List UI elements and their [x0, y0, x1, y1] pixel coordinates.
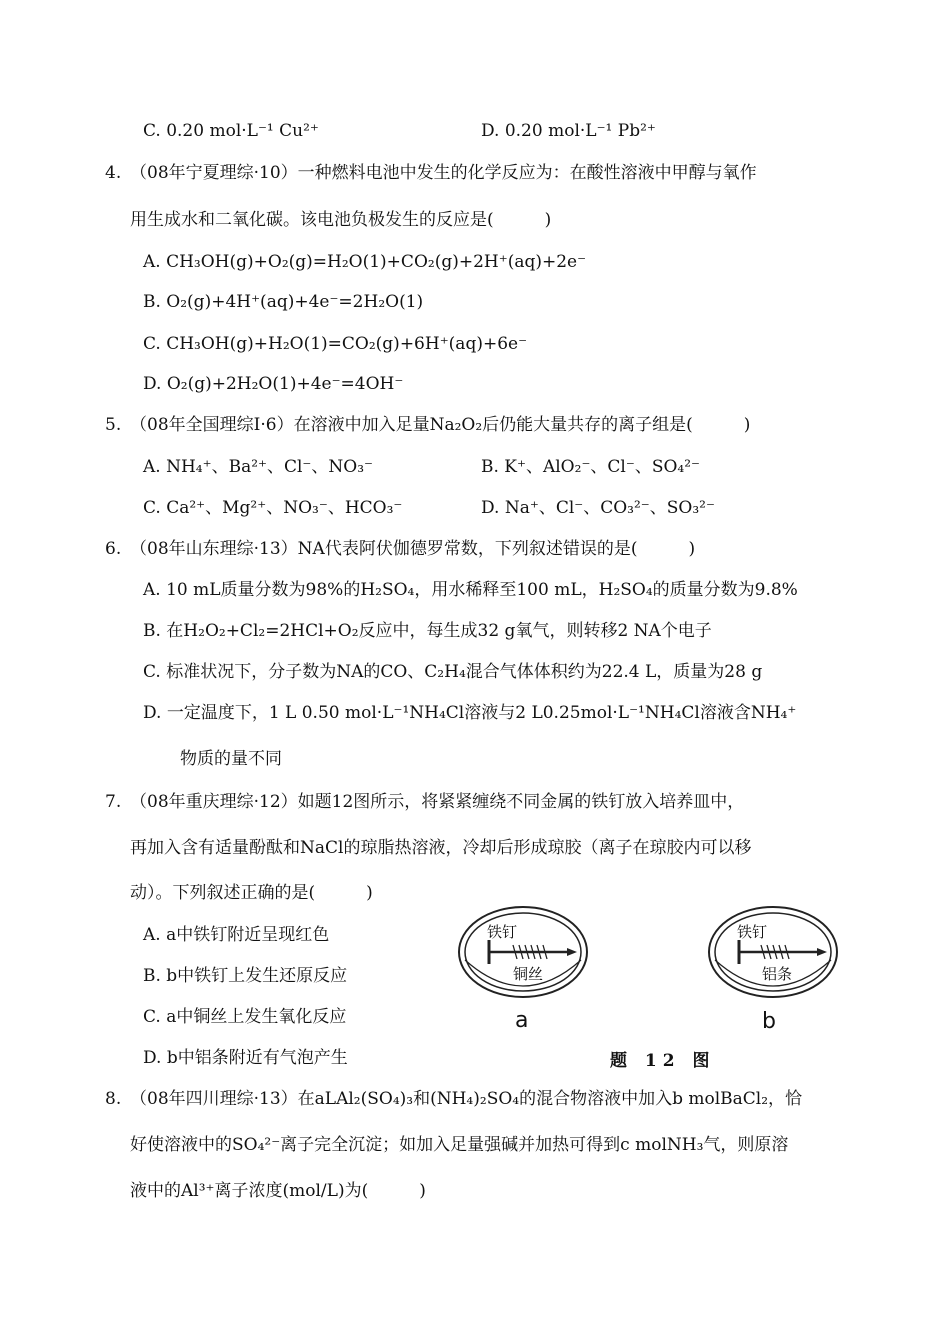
option-c: C. a中铜丝上发生氧化反应 — [143, 1007, 347, 1027]
figure-title: 题 12 图 — [610, 1051, 716, 1071]
question-stem: （08年全国理综Ⅰ·6）在溶液中加入足量Na₂O₂后仍能大量共存的离子组是( ) — [130, 415, 751, 435]
question-stem: （08年宁夏理综·10）一种燃料电池中发生的化学反应为：在酸性溶液中甲醇与氧作 — [130, 163, 757, 183]
caption-a: a — [515, 1008, 529, 1033]
caption-b: b — [762, 1009, 776, 1034]
option-c: C. Ca²⁺、Mg²⁺、NO₃⁻、HCO₃⁻ — [143, 498, 403, 518]
option-d: D. 一定温度下，1 L 0.50 mol·L⁻¹NH₄Cl溶液与2 L0.25mol·L⁻¹NH₄Cl溶液含NH₄⁺ — [143, 703, 797, 723]
option-c: C. 标准状况下，分子数为NA的CO、C₂H₄混合气体体积约为22.4 L，质量为28 g — [143, 662, 763, 682]
option-b: B. K⁺、AlO₂⁻、Cl⁻、SO₄²⁻ — [481, 457, 701, 477]
question-number: 4. — [105, 163, 122, 183]
question-stem: （08年重庆理综·12）如题12图所示，将紧紧缠绕不同金属的铁钉放入培养皿中， — [130, 792, 745, 812]
question-stem: （08年四川理综·13）在aLAl₂(SO₄)₃和(NH₄)₂SO₄的混合物溶液中加入b molBaCl₂，恰 — [130, 1089, 803, 1109]
option-b: B. b中铁钉上发生还原反应 — [143, 966, 348, 986]
option-a: A. NH₄⁺、Ba²⁺、Cl⁻、NO₃⁻ — [143, 457, 374, 477]
option-a: A. 10 mL质量分数为98%的H₂SO₄，用水稀释至100 mL，H₂SO₄的质量分数为9.8% — [143, 580, 798, 600]
option-b: B. 在H₂O₂+Cl₂=2HCl+O₂反应中，每生成32 g氧气，则转移2 NA个电子 — [143, 621, 712, 641]
option-b: B. O₂(g)+4H⁺(aq)+4e⁻=2H₂O(1) — [143, 292, 424, 312]
question-number: 8. — [105, 1089, 122, 1109]
question-stem: 好使溶液中的SO₄²⁻离子完全沉淀；如加入足量强碱并加热可得到c molNH₃气，则原溶 — [130, 1135, 789, 1155]
question-stem: 用生成水和二氧化碳。该电池负极发生的反应是( ) — [130, 210, 552, 230]
option-d: D. b中铝条附近有气泡产生 — [143, 1048, 348, 1068]
option-d: D. 0.20 mol·L⁻¹ Pb²⁺ — [481, 121, 656, 141]
option-a: A. a中铁钉附近呈现红色 — [143, 925, 330, 945]
option-c: C. 0.20 mol·L⁻¹ Cu²⁺ — [143, 121, 319, 141]
option-c: C. CH₃OH(g)+H₂O(1)=CO₂(g)+6H⁺(aq)+6e⁻ — [143, 334, 528, 354]
question-stem: 液中的Al³⁺离子浓度(mol/L)为( ) — [130, 1181, 426, 1201]
petri-dish-a — [459, 907, 587, 997]
label-nail-b: 铁钉 — [737, 923, 768, 941]
option-a: A. CH₃OH(g)+O₂(g)=H₂O(1)+CO₂(g)+2H⁺(aq)+2e⁻ — [143, 252, 587, 272]
question-stem: 再加入含有适量酚酞和NaCl的琼脂热溶液，冷却后形成琼胶（离子在琼胶内可以移 — [130, 838, 752, 858]
question-number: 6. — [105, 539, 122, 559]
option-d-continued: 物质的量不同 — [180, 749, 282, 769]
option-d: D. O₂(g)+2H₂O(1)+4e⁻=4OH⁻ — [143, 374, 404, 394]
label-nail-a: 铁钉 — [487, 923, 518, 941]
figure-12 — [455, 900, 855, 1040]
option-d: D. Na⁺、Cl⁻、CO₃²⁻、SO₃²⁻ — [481, 498, 715, 518]
question-number: 5. — [105, 415, 122, 435]
question-number: 7. — [105, 792, 122, 812]
question-stem: 动）。下列叙述正确的是( ) — [130, 883, 373, 903]
petri-dish-b — [709, 907, 837, 997]
question-stem: （08年山东理综·13）NA代表阿伏伽德罗常数，下列叙述错误的是( ) — [130, 539, 696, 559]
label-copper-wire: 铜丝 — [513, 965, 544, 983]
label-aluminum-strip: 铝条 — [762, 965, 793, 983]
